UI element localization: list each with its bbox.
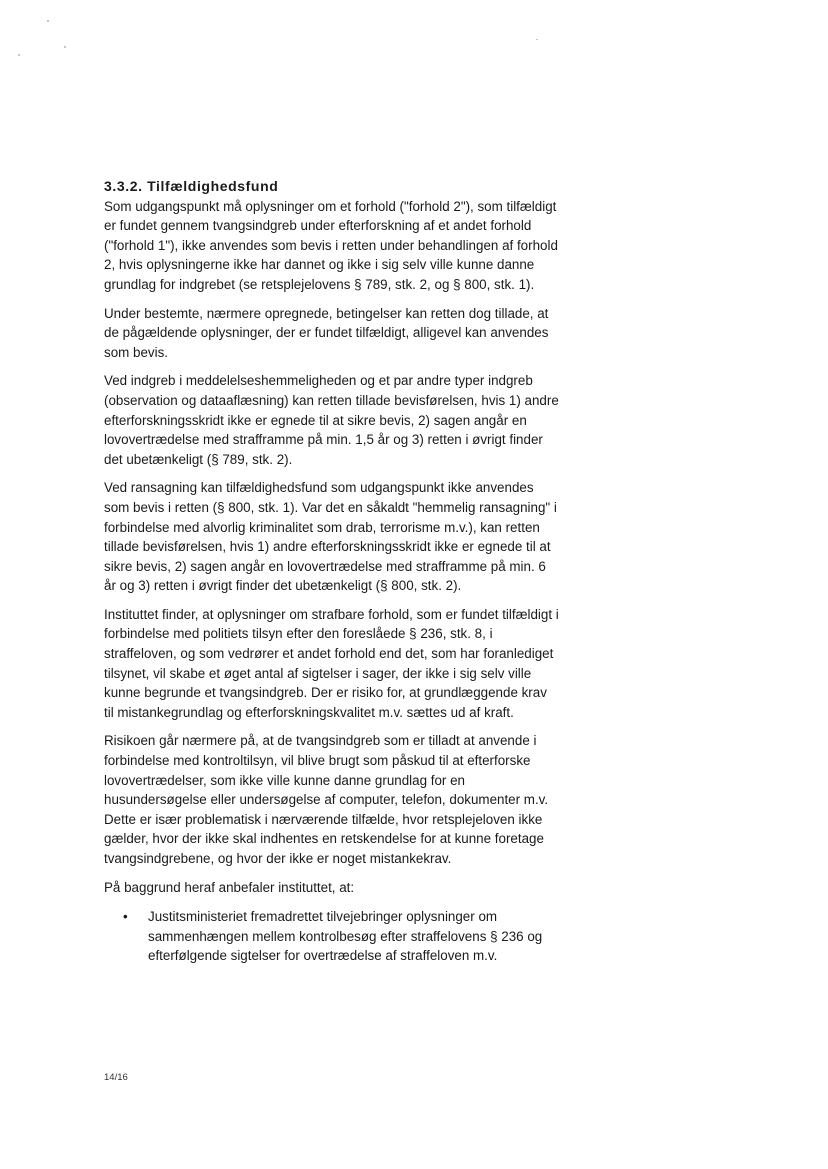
paragraph: Ved ransagning kan tilfældighedsfund som udgangspunkt ikke anvendes som bevis i retten (§ 800, stk. 1). Var det en såkaldt "hemmelig ransagning" i forbindelse med alvorlig kriminalitet som drab, terrorisme m.v.), kan retten tillade bevisførelsen, hvis 1) andre efterforskningsskridt ikke er egnede til at sikre bevis, 2) sagen angår en lovovertrædelse med strafframme på min. 6 år og 3) retten i øvrigt finder det ubetænkeligt (§ 800, stk. 2).	[104, 480, 557, 594]
page-number: 14/16	[104, 1072, 128, 1083]
scan-speck	[18, 54, 20, 56]
scan-speck	[536, 39, 538, 40]
list-item-text: Justitsministeriet fremadrettet tilvejebringer oplysninger om sammenhængen mellem kontrolbesøg efter straffelovens § 236 og efterfølgende sigtelser for overtrædelse af straffeloven m.v.	[148, 909, 543, 964]
scan-speck	[64, 46, 66, 48]
recommendation-list	[104, 907, 560, 966]
paragraph: Risikoen går nærmere på, at de tvangsindgreb som er tilladt at anvende i forbindelse med kontroltilsyn, vil blive brugt som påskud til at efterforske lovovertrædelser, som ikke ville kunne danne grundlag for en husundersøgelse eller undersøgelse af computer, telefon, dokumenter m.v. Dette er især problematisk i nærværende tilfælde, hvor retsplejeloven ikke gælder, hvor der ikke skal indhentes en retskendelse for at kunne foretage tvangsindgrebene, og hvor der ikke er noget mistankekrav.	[104, 733, 549, 866]
paragraph: Som udgangspunkt må oplysninger om et forhold ("forhold 2"), som tilfældigt er fundet gennem tvangsindgreb under efterforskning af et andet forhold ("forhold 1"), ikke anvendes som bevis i retten under behandlingen af forhold 2, hvis oplysningerne ikke har dannet og ikke i sig selv ville kunne danne grundlag for indgrebet (se retsplejelovens § 789, stk. 2, og § 800, stk. 1).	[104, 198, 558, 292]
paragraph: Under bestemte, nærmere opregnede, betingelser kan retten dog tillade, at de pågældende oplysninger, der er fundet tilfældigt, alligevel kan anvendes som bevis.	[104, 305, 549, 360]
list-item	[104, 907, 560, 966]
paragraph: Instituttet finder, at oplysninger om strafbare forhold, som er fundet tilfældigt i forbindelse med politiets tilsyn efter den foreslåede § 236, stk. 8, i straffeloven, og som vedrører et andet forhold end det, som har foranlediget tilsynet, vil skabe et øget antal af sigtelser i sager, der ikke i sig selv ville kunne begrunde et tvangsindgreb. Der er risiko for, at grundlæggende krav til mistankegrundlag og efterforskningskvalitet m.v. sættes ud af kraft.	[104, 606, 559, 720]
paragraph: På baggrund heraf anbefaler instituttet, at:	[104, 879, 355, 895]
paragraph: Ved indgreb i meddelelseshemmeligheden og et par andre typer indgreb (observation og dataaflæsning) kan retten tillade bevisførelsen, hvis 1) andre efterforskningsskridt ikke er egnede til at sikre bevis, 2) sagen angår en lovovertrædelse med strafframme på min. 1,5 år og 3) retten i øvrigt finder det ubetænkeligt (§ 789, stk. 2).	[104, 373, 559, 467]
bullet-icon: •	[123, 909, 128, 925]
section-heading: 3.3.2. Tilfældighedsfund	[104, 178, 279, 194]
section-body	[104, 177, 560, 966]
scan-speck	[47, 20, 49, 22]
